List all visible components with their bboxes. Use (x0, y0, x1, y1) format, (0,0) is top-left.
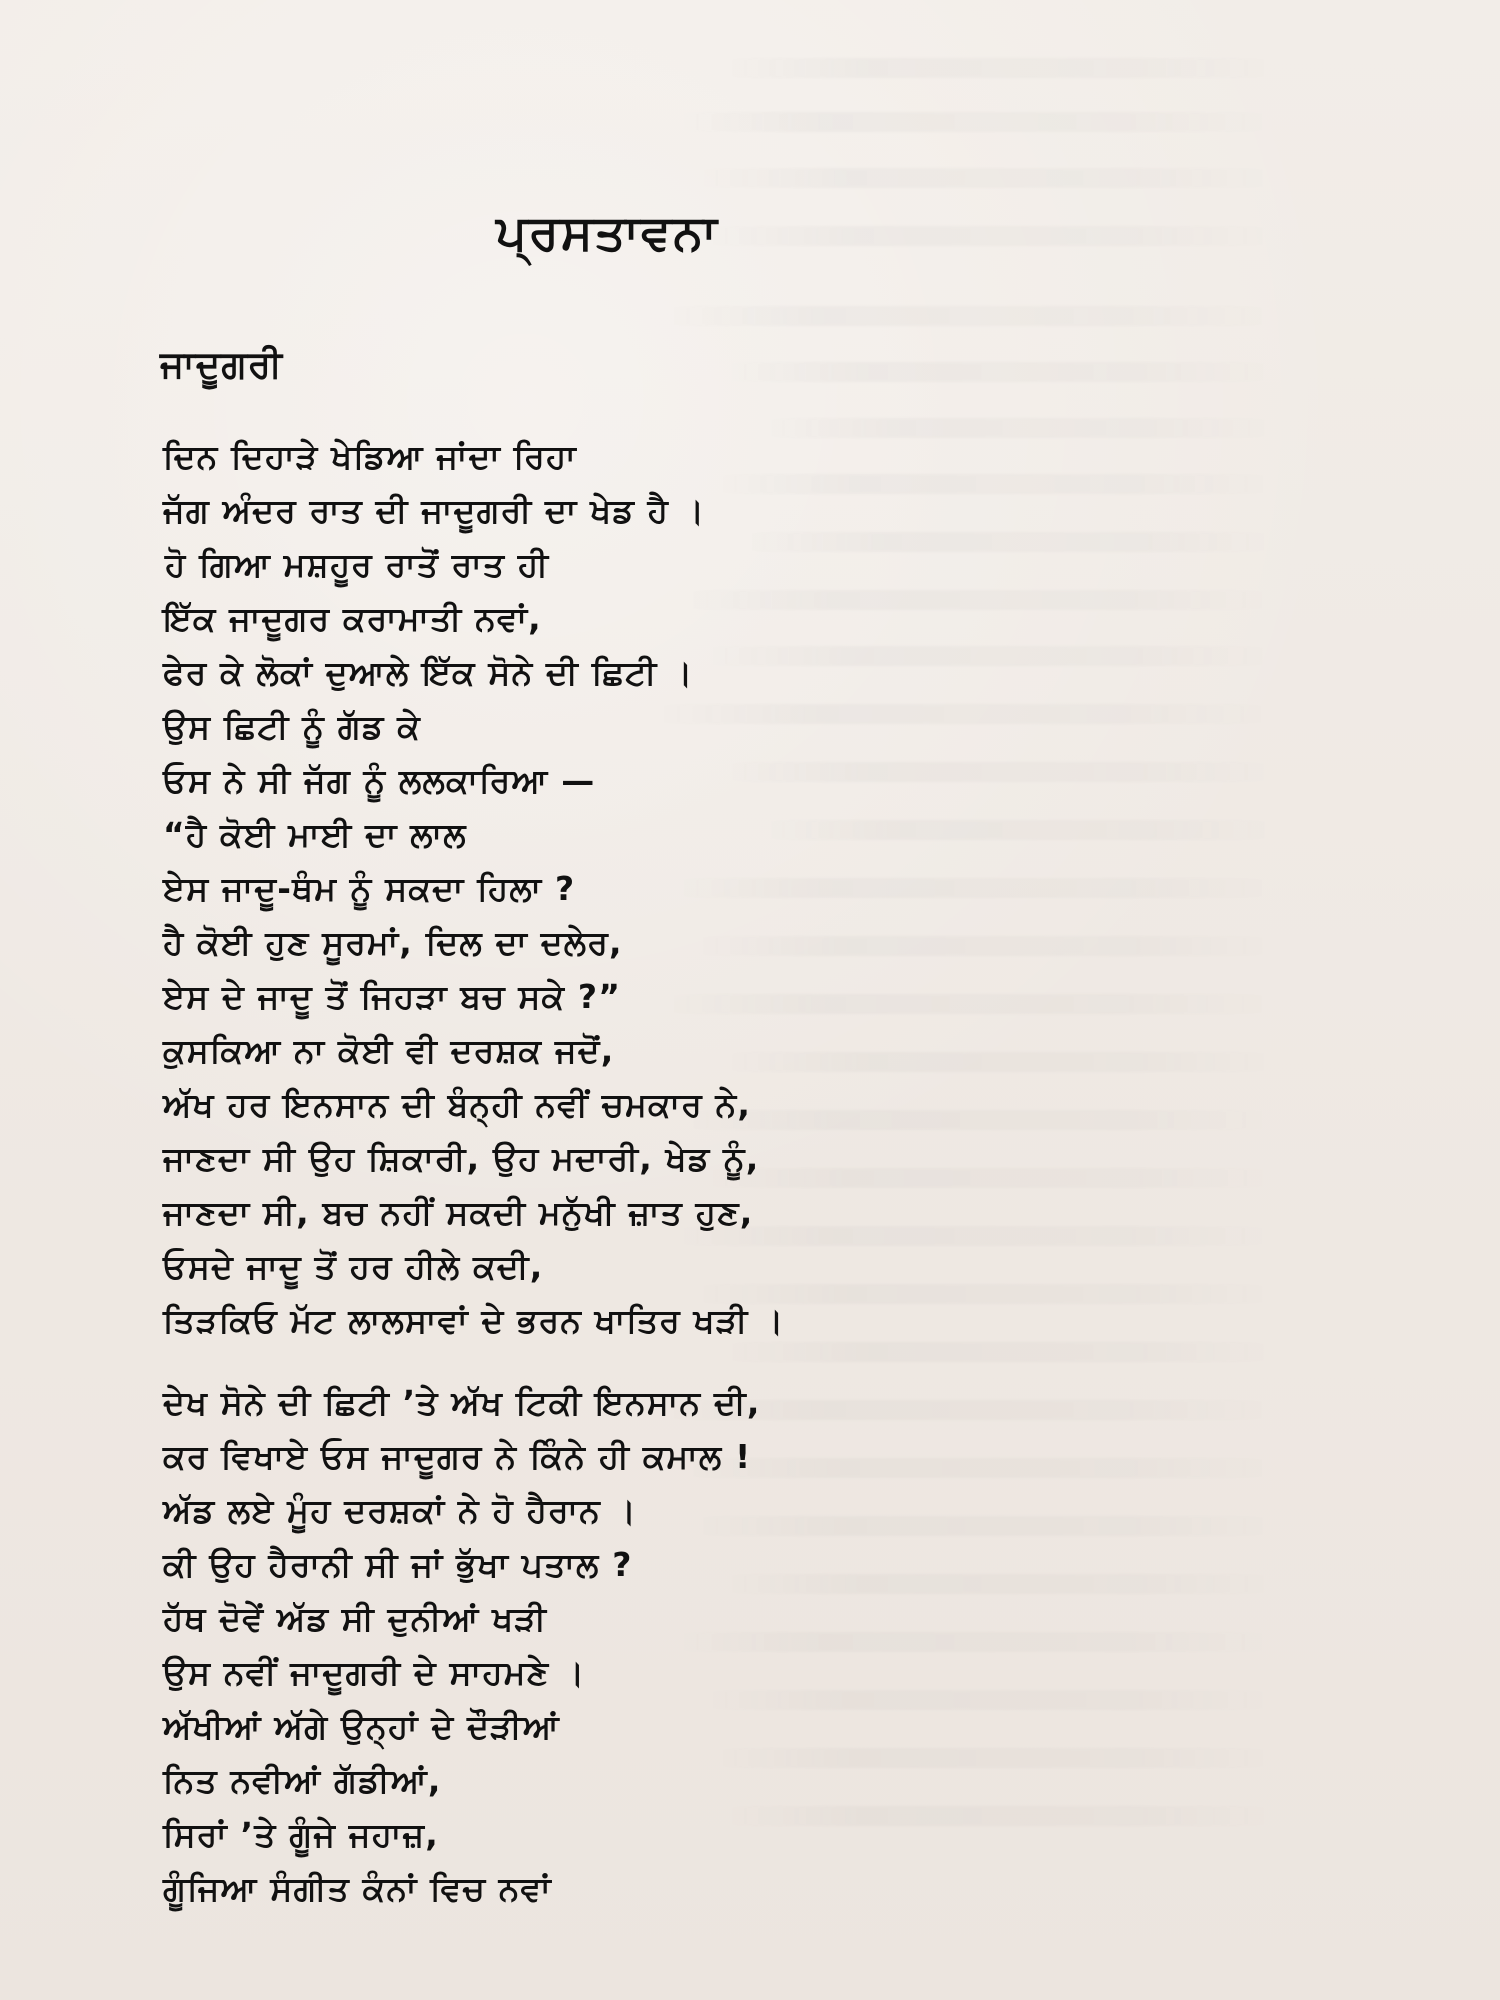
poem-line: ਤਿੜਕਿਓ ਮੱਟ ਲਾਲਸਾਵਾਂ ਦੇ ਭਰਨ ਖਾਤਿਰ ਖੜੀ । (163, 1301, 785, 1340)
poem-line: ਏਸ ਜਾਦੂ-ਥੰਮ ਨੂੰ ਸਕਦਾ ਹਿਲਾ ? (163, 869, 576, 908)
poem-line: ਹੈ ਕੋਈ ਹੁਣ ਸੂਰਮਾਂ, ਦਿਲ ਦਾ ਦਲੇਰ, (163, 923, 623, 962)
section-title: ਜਾਦੂਗਰੀ (160, 343, 284, 386)
poem-line: ਜਾਣਦਾ ਸੀ ਉਹ ਸ਼ਿਕਾਰੀ, ਉਹ ਮਦਾਰੀ, ਖੇਡ ਨੂੰ, (163, 1139, 760, 1178)
poem-line: ਜੱਗ ਅੰਦਰ ਰਾਤ ਦੀ ਜਾਦੂਗਰੀ ਦਾ ਖੇਡ ਹੈ । (163, 491, 706, 530)
poem-line: ਫੇਰ ਕੇ ਲੋਕਾਂ ਦੁਆਲੇ ਇੱਕ ਸੋਨੇ ਦੀ ਛਿਟੀ । (163, 653, 694, 692)
page-title: ਪ੍ਰਸਤਾਵਨਾ (496, 205, 719, 261)
poem-line: ਨਿਤ ਨਵੀਆਂ ਗੱਡੀਆਂ, (163, 1761, 442, 1800)
poem-line: ਕਰ ਵਿਖਾਏ ਓਸ ਜਾਦੂਗਰ ਨੇ ਕਿੰਨੇ ਹੀ ਕਮਾਲ ! (163, 1437, 752, 1476)
poem-line: ਦਿਨ ਦਿਹਾੜੇ ਖੇਡਿਆ ਜਾਂਦਾ ਰਿਹਾ (163, 437, 577, 476)
poem-line: ਦੇਖ ਸੋਨੇ ਦੀ ਛਿਟੀ ’ਤੇ ਅੱਖ ਟਿਕੀ ਇਨਸਾਨ ਦੀ, (163, 1383, 761, 1422)
poem-line: ਓਸ ਨੇ ਸੀ ਜੱਗ ਨੂੰ ਲਲਕਾਰਿਆ — (163, 761, 596, 800)
poem-line: ਅੱਖੀਆਂ ਅੱਗੇ ਉਨ੍ਹਾਂ ਦੇ ਦੌੜੀਆਂ (163, 1707, 561, 1746)
poem-line: ਗੂੰਜਿਆ ਸੰਗੀਤ ਕੰਨਾਂ ਵਿਚ ਨਵਾਂ (163, 1869, 552, 1908)
poem-line: ਉਸ ਛਿਟੀ ਨੂੰ ਗੱਡ ਕੇ (163, 707, 421, 746)
poem-line: ਏਸ ਦੇ ਜਾਦੂ ਤੋਂ ਜਿਹੜਾ ਬਚ ਸਕੇ ?” (163, 977, 622, 1016)
poem-line: ਉਸ ਨਵੀਂ ਜਾਦੂਗਰੀ ਦੇ ਸਾਹਮਣੇ । (163, 1653, 586, 1692)
stanza-1 (163, 430, 1383, 1348)
poem-line: ਅੱਖ ਹਰ ਇਨਸਾਨ ਦੀ ਬੰਨ੍ਹੀ ਨਵੀਂ ਚਮਕਾਰ ਨੇ, (163, 1085, 752, 1124)
poem-line: ਸਿਰਾਂ ’ਤੇ ਗੂੰਜੇ ਜਹਾਜ਼, (163, 1815, 439, 1854)
poem-line: ਜਾਣਦਾ ਸੀ, ਬਚ ਨਹੀਂ ਸਕਦੀ ਮਨੁੱਖੀ ਜ਼ਾਤ ਹੁਣ, (163, 1193, 754, 1232)
poem-line: ਹੱਥ ਦੋਵੇਂ ਅੱਡ ਸੀ ਦੁਨੀਆਂ ਖੜੀ (163, 1599, 548, 1638)
poem-line: ਅੱਡ ਲਏ ਮੂੰਹ ਦਰਸ਼ਕਾਂ ਨੇ ਹੋ ਹੈਰਾਨ । (163, 1491, 638, 1530)
poem-line: ਹੋ ਗਿਆ ਮਸ਼ਹੂਰ ਰਾਤੋਂ ਰਾਤ ਹੀ (165, 545, 550, 584)
poem-line: ਕੀ ਉਹ ਹੈਰਾਨੀ ਸੀ ਜਾਂ ਭੁੱਖਾ ਪਤਾਲ ? (163, 1545, 633, 1584)
poem-line: “ਹੈ ਕੋਈ ਮਾਈ ਦਾ ਲਾਲ (163, 815, 467, 854)
poem-line: ਇੱਕ ਜਾਦੂਗਰ ਕਰਾਮਾਤੀ ਨਵਾਂ, (163, 599, 542, 638)
poem-body (163, 430, 1383, 1916)
poem-line: ਓਸਦੇ ਜਾਦੂ ਤੋਂ ਹਰ ਹੀਲੇ ਕਦੀ, (163, 1247, 544, 1286)
stanza-2 (163, 1376, 1383, 1916)
poem-line: ਕੁਸਕਿਆ ਨਾ ਕੋਈ ਵੀ ਦਰਸ਼ਕ ਜਦੋਂ, (163, 1031, 615, 1070)
